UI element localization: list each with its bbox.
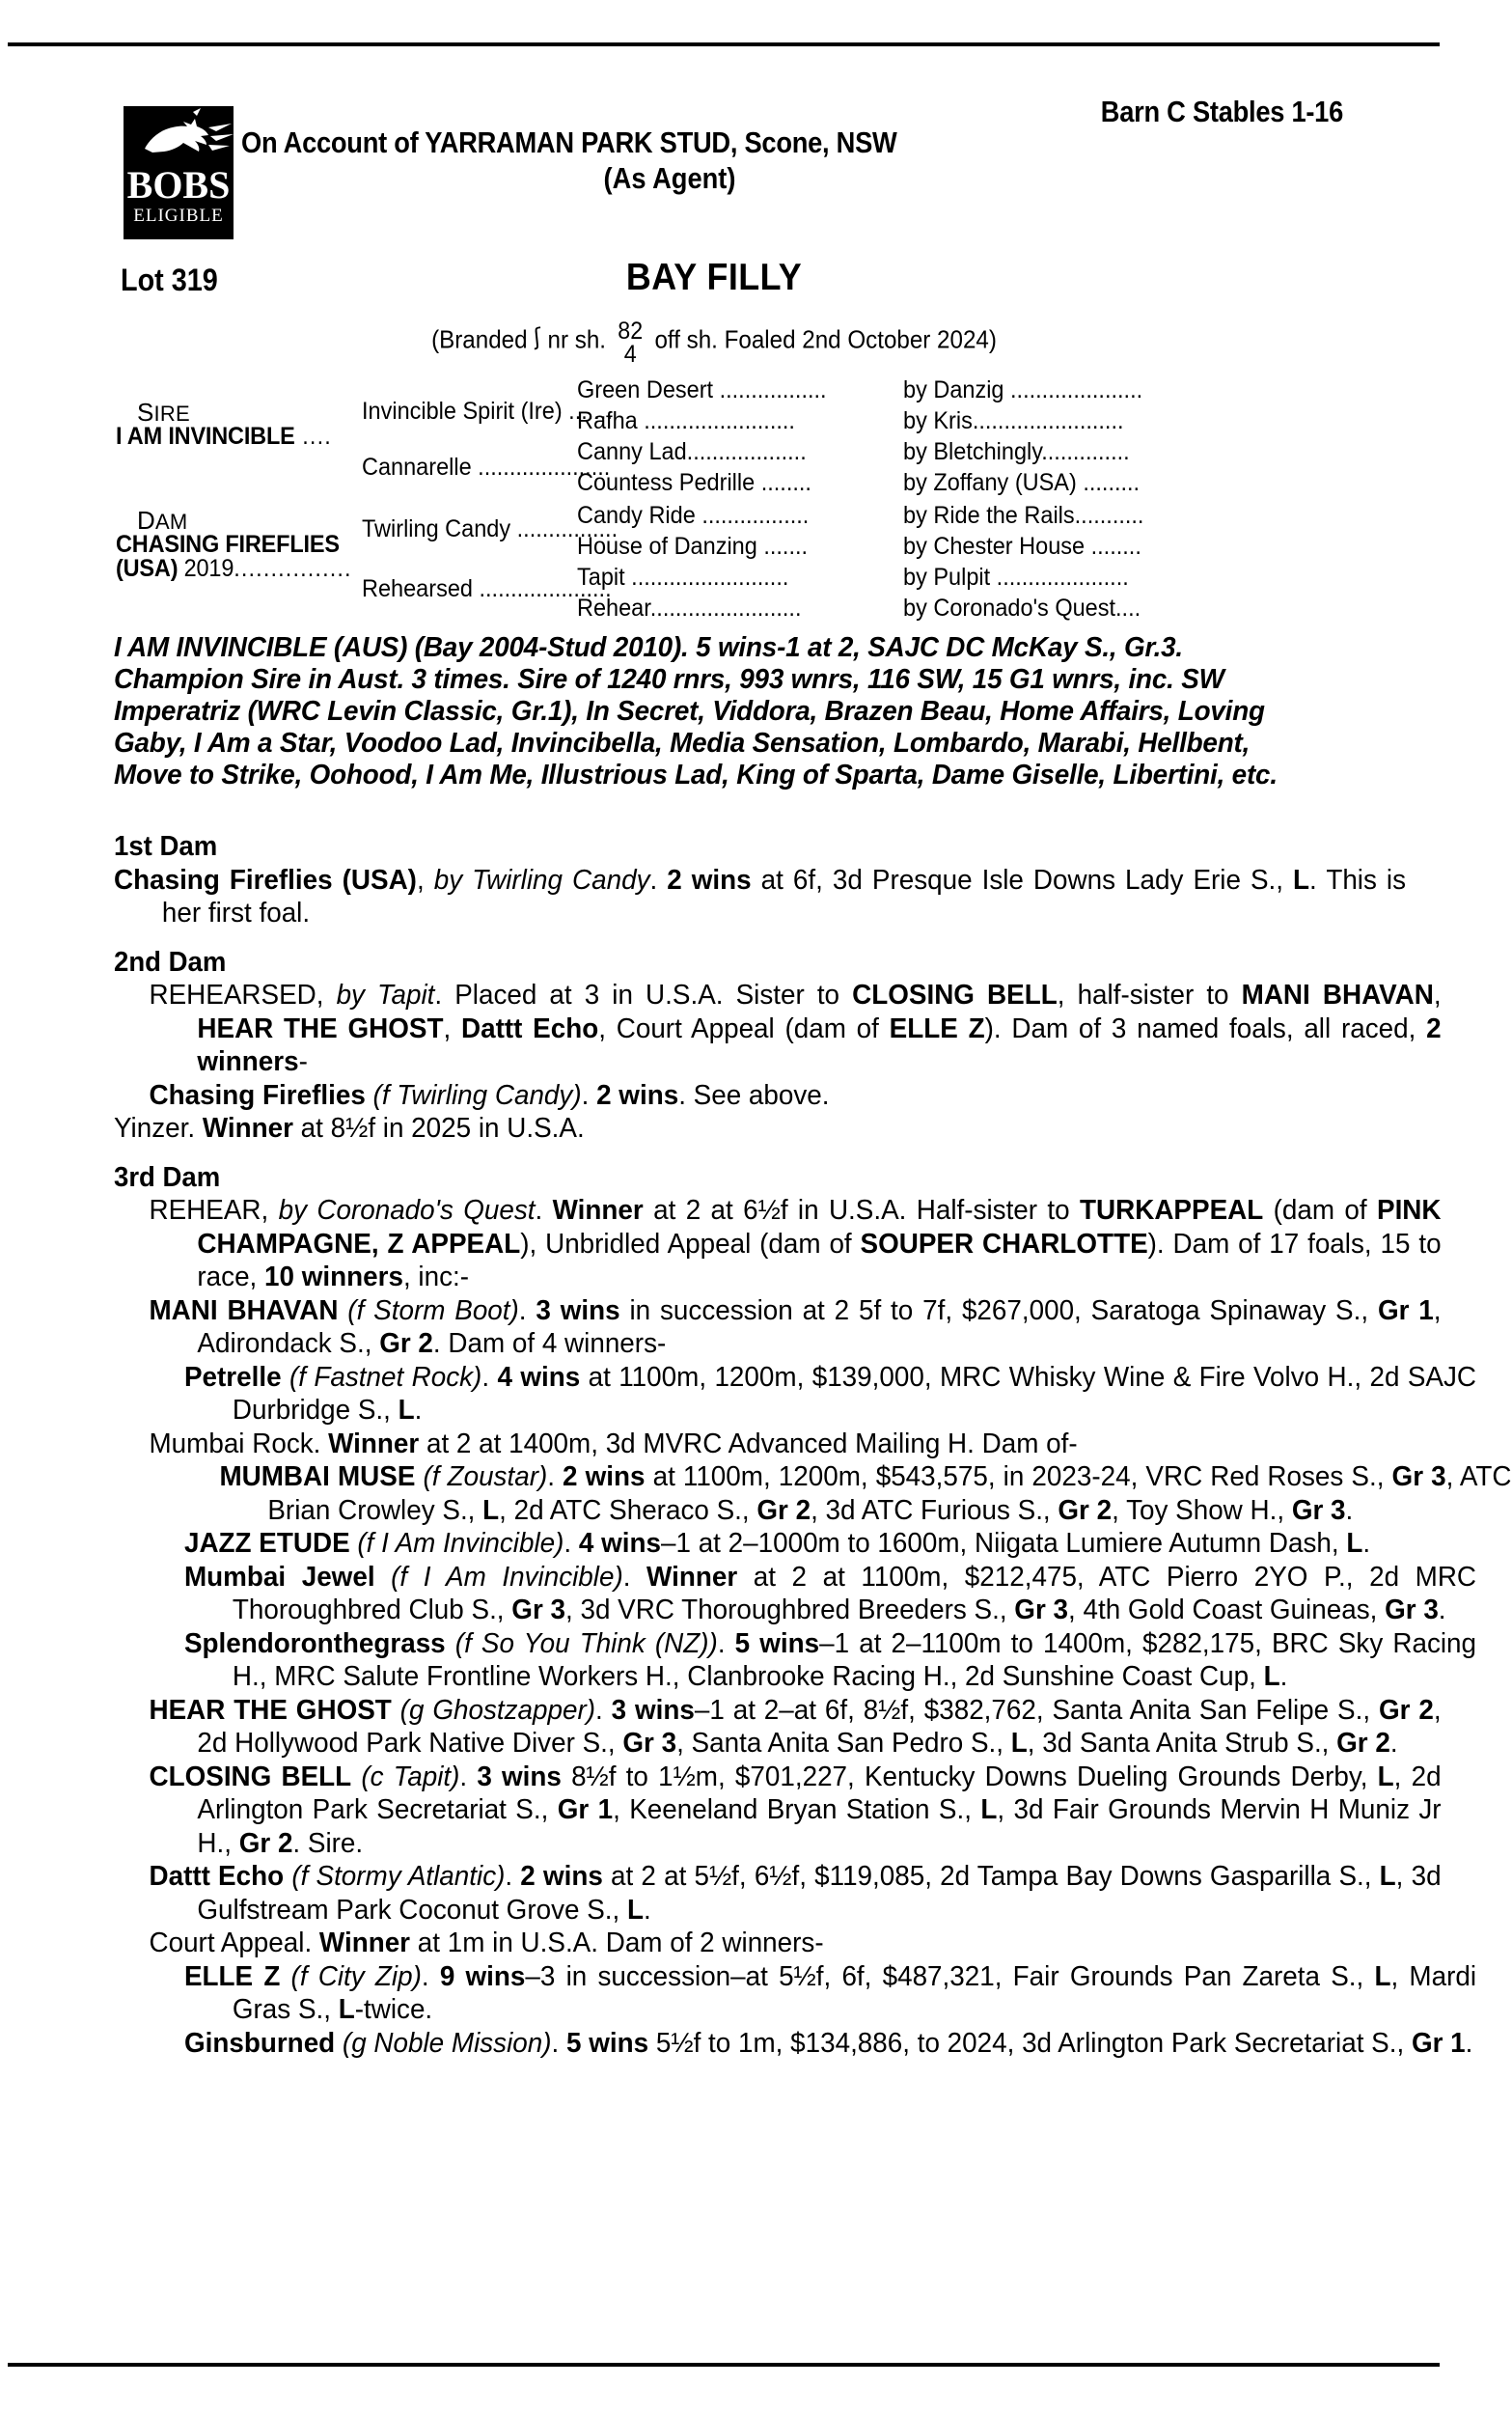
entry-chasing-fireflies: Chasing Fireflies (USA), by Twirling Candy. 2 wins at 6f, 3d Presque Isle Downs Lady Erie S., L. This is her first foal. xyxy=(114,864,1407,929)
logo-subtext: ELIGIBLE xyxy=(133,206,224,226)
page-title: BAY FILLY xyxy=(625,257,803,298)
lot-number: Lot 319 xyxy=(121,263,218,297)
pedigree-gen3-1: Rafha ........................ xyxy=(577,407,795,434)
branded-suffix: off sh. Foaled 2nd October 2024) xyxy=(654,324,997,354)
brand-number-fraction xyxy=(618,320,643,366)
pedigree-gen3-4: Candy Ride ................. xyxy=(577,502,810,529)
spacer xyxy=(114,930,1359,942)
as-agent-line: (As Agent) xyxy=(603,161,736,195)
third-dam-heading: 3rd Dam xyxy=(114,1161,221,1193)
brand-denominator: 4 xyxy=(623,340,637,368)
entry-mumbai-muse: MUMBAI MUSE (f Zoustar). 2 wins at 1100m, 1200m, $543,575, in 2023-24, VRC Red Roses S., Gr 3, ATC Brian Crowley S., L, 2d ATC Sheraco S., Gr 2, 3d ATC Furious S., Gr 2, Toy Show H., Gr 3. xyxy=(219,1461,1512,1526)
sire-summary-paragraph: I AM INVINCIBLE (AUS) (Bay 2004-Stud 2010). 5 wins-1 at 2, SAJC DC McKay S., Gr.3. Champion Sire in Aust. 3 times. Sire of 1240 rnrs, 993 wnrs, 116 SW, 15 G1 wnrs, inc. SW Imperatriz (WRC Levin Classic, Gr.1), In Secret, Viddora, Brazen Beau, Home Affairs, Loving Gaby, I Am a Star, Voodoo Lad, Invincibella, Media Sensation, Lombardo, Marabi, Hellbent, Move to Strike, Oohood, I Am Me, Illustrious Lad, King of Sparta, Dame Giselle, Libertini, etc. xyxy=(114,632,1278,790)
entry-dattt-echo: Dattt Echo (f Stormy Atlantic). 2 wins at 2 at 5½f, 6½f, $119,085, 2d Tampa Bay Downs Gasparilla S., L, 3d Gulfstream Park Coconut Grove S., L. xyxy=(149,1861,1442,1926)
top-rule xyxy=(8,42,1440,46)
entry-court-appeal: Court Appeal. Winner at 1m in U.S.A. Dam of 2 winners- xyxy=(149,1928,824,1958)
pedigree-gen3-6: Tapit ......................... xyxy=(577,564,789,591)
pedigree-gen4-5: by Chester House ........ xyxy=(903,533,1141,560)
entry-jazz-etude: JAZZ ETUDE (f I Am Invincible). 4 wins–1 at 2–1000m to 1600m, Niigata Lumiere Autumn Dash, L. xyxy=(183,1528,1371,1559)
pedigree-gen3-0: Green Desert ................. xyxy=(577,376,827,403)
entry-mumbai-jewel: Mumbai Jewel (f I Am Invincible). Winner at 2 at 1100m, $212,475, ATC Pierro 2YO P., 2d MRC Thoroughbred Club S., Gr 3, 3d VRC Thoroughbred Breeders S., Gr 3, 4th Gold Coast Guineas, Gr 3. xyxy=(183,1561,1477,1625)
bottom-rule xyxy=(8,2363,1440,2367)
pedigree-gen2-2: Twirling Candy ................ xyxy=(362,515,619,542)
entry-rehear: REHEAR, by Coronado's Quest. Winner at 2 at 6½f in U.S.A. Half-sister to TURKAPPEAL (dam of PINK CHAMPAGNE, Z APPEAL), Unbridled Appeal (dam of SOUPER CHARLOTTE). Dam of 17 foals, 15 to race, 10 winners, inc:- xyxy=(149,1195,1442,1292)
first-dam-heading: 1st Dam xyxy=(114,831,218,862)
entry-ginsburned: Ginsburned (g Noble Mission). 5 wins 5½f to 1m, $134,886, to 2024, 3d Arlington Park Secretariat S., Gr 1. xyxy=(183,2027,1473,2059)
pedigree-gen4-3: by Zoffany (USA) ......... xyxy=(903,469,1141,496)
pedigree-gen4-7: by Coronado's Quest.... xyxy=(903,595,1141,622)
pedigree-gen4-4: by Ride the Rails........... xyxy=(903,502,1144,529)
pedigree-notes xyxy=(114,826,1512,2060)
pedigree-gen4-2: by Bletchingly.............. xyxy=(903,438,1130,465)
sire-name: I AM INVINCIBLE .... xyxy=(116,423,332,450)
branded-prefix: (Branded xyxy=(431,324,528,354)
spacer-2 xyxy=(114,1146,1359,1157)
pedigree-gen2-1: Cannarelle ..................... xyxy=(362,454,611,481)
entry-elle-z: ELLE Z (f City Zip). 9 wins–3 in succession–at 5½f, 6f, $487,321, Fair Grounds Pan Zareta S., L, Mardi Gras S., L-twice. xyxy=(183,1960,1477,2025)
entry-closing-bell: CLOSING BELL (c Tapit). 3 wins 8½f to 1½m, $701,227, Kentucky Downs Dueling Grounds Derby, L, 2d Arlington Park Secretariat S., Gr 1, Keeneland Bryan Station S., L, 3d Fair Grounds Mervin H Muniz Jr H., Gr 2. Sire. xyxy=(149,1761,1442,1859)
entry-chasing-fireflies-2: Chasing Fireflies (f Twirling Candy). 2 wins. See above. xyxy=(149,1079,830,1111)
entry-hear-the-ghost: HEAR THE GHOST (g Ghostzapper). 3 wins–1 at 2–at 6f, 8½f, $382,762, Santa Anita San Felipe S., Gr 2, 2d Hollywood Park Native Diver S., Gr 3, Santa Anita San Pedro S., L, 3d Santa Anita Strub S., Gr 2. xyxy=(149,1694,1442,1759)
entry-yinzer: Yinzer. Winner at 8½f in 2025 in U.S.A. xyxy=(114,1113,585,1144)
pedigree-gen4-1: by Kris........................ xyxy=(903,407,1124,434)
dam-name-line2: (USA) 2019................ xyxy=(116,555,352,582)
entry-mumbai-rock: Mumbai Rock. Winner at 2 at 1400m, 3d MVRC Advanced Mailing H. Dam of- xyxy=(149,1428,1078,1459)
entry-petrelle: Petrelle (f Fastnet Rock). 4 wins at 1100m, 1200m, $139,000, MRC Whisky Wine & Fire Volvo H., 2d SAJC Durbridge S., L. xyxy=(183,1361,1477,1426)
entry-mani-bhavan: MANI BHAVAN (f Storm Boot). 3 wins in succession at 2 5f to 7f, $267,000, Saratoga Spinaway S., Gr 1, Adirondack S., Gr 2. Dam of 4 winners- xyxy=(149,1294,1442,1359)
second-dam-heading: 2nd Dam xyxy=(114,946,227,978)
sire-label: SIRE xyxy=(137,398,190,427)
pedigree-gen3-3: Countess Pedrille ........ xyxy=(577,469,811,496)
branded-line xyxy=(319,318,1109,368)
pedigree-gen2-3: Rehearsed ..................... xyxy=(362,575,612,602)
pedigree-gen4-6: by Pulpit ..................... xyxy=(903,564,1129,591)
on-account-line: On Account of YARRAMAN PARK STUD, Scone, NSW xyxy=(241,125,897,159)
pedigree-gen2-0: Invincible Spirit (Ire) ....... xyxy=(362,398,613,425)
brand-symbol-icon: ʃ xyxy=(532,323,543,351)
dam-label: DAM xyxy=(137,506,188,535)
dam-name-line1: CHASING FIREFLIES xyxy=(116,531,340,558)
barn-label: Barn C Stables 1-16 xyxy=(1100,95,1343,128)
pedigree-gen3-7: Rehear........................ xyxy=(577,595,802,622)
pedigree-gen4-0: by Danzig ..................... xyxy=(903,376,1143,403)
brand-numerator: 82 xyxy=(618,318,644,345)
pedigree-gen3-2: Canny Lad................... xyxy=(577,438,807,465)
pedigree-gen3-5: House of Danzing ....... xyxy=(577,533,809,560)
branded-middle: nr sh. xyxy=(547,324,606,354)
entry-rehearsed: REHEARSED, by Tapit. Placed at 3 in U.S.A. Sister to CLOSING BELL, half-sister to MANI BHAVAN, HEAR THE GHOST, Dattt Echo, Court Appeal (dam of ELLE Z). Dam of 3 named foals, all raced, 2 winners- xyxy=(149,980,1442,1077)
logo-wordmark: BOBS xyxy=(126,163,231,207)
entry-splendoronthegrass: Splendoronthegrass (f So You Think (NZ)). 5 wins–1 at 2–1100m to 1400m, $282,175, BRC Sky Racing H., MRC Salute Frontline Workers H., Clanbrooke Racing H., 2d Sunshine Coast Cup, L. xyxy=(183,1627,1477,1692)
